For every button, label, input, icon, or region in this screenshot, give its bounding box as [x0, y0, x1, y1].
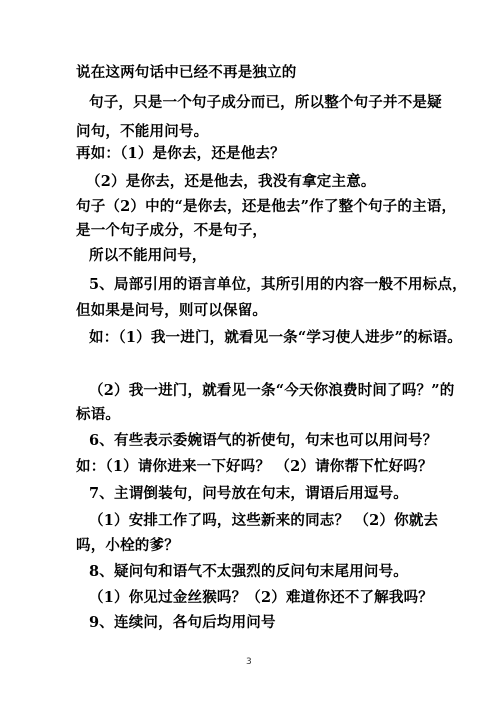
text-line: （2）我一进门，就看见一条“今天你浪费时间了吗？”的	[89, 382, 455, 399]
text-line: 7、主谓倒装句，问号放在句末，谓语后用逗号。	[89, 485, 408, 502]
text-line: 如：（1）我一进门，就看见一条“学习使人进步”的标语。	[89, 329, 462, 346]
text-line: 再如：（1）是你去，还是他去？	[76, 145, 285, 162]
text-line: 8、疑问句和语气不太强烈的反问句末尾用问号。	[89, 563, 408, 580]
text-line: 句子（2）中的“是你去，还是他去”作了整个句子的主语，	[76, 198, 457, 215]
text-line: 所以不能用问号，	[89, 247, 207, 264]
text-line: 说在这两句话中已经不再是独立的	[76, 64, 297, 81]
text-line: （2）是你去，还是他去，我没有拿定主意。	[86, 173, 376, 190]
page-number: 3	[246, 657, 252, 667]
text-line: 句子，只是一个句子成分而已，所以整个句子并不是疑	[89, 94, 442, 111]
text-line: 问句，不能用问号。	[76, 123, 209, 140]
text-line: 5、局部引用的语言单位，其所引用的内容一般不用标点，	[89, 276, 467, 293]
text-line: 是一个句子成分，不是句子，	[76, 222, 268, 239]
text-line: 如：（1）请你进来一下好吗？ （2）请你帮下忙好吗？	[76, 458, 433, 475]
text-line: 标语。	[76, 406, 121, 423]
text-line: 6、有些表示委婉语气的祈使句，句末也可以用问号？	[89, 432, 438, 449]
text-line: （1）安排工作了吗，这些新来的同志？ （2）你就去	[89, 512, 439, 529]
text-line: 但如果是问号，则可以保留。	[76, 302, 268, 319]
text-line: 吗，小栓的爹？	[76, 537, 179, 554]
text-line: （1）你见过金丝猴吗？（2）难道你还不了解我吗？	[89, 589, 433, 606]
text-line: 9、连续问，各句后均用问号	[89, 614, 276, 631]
